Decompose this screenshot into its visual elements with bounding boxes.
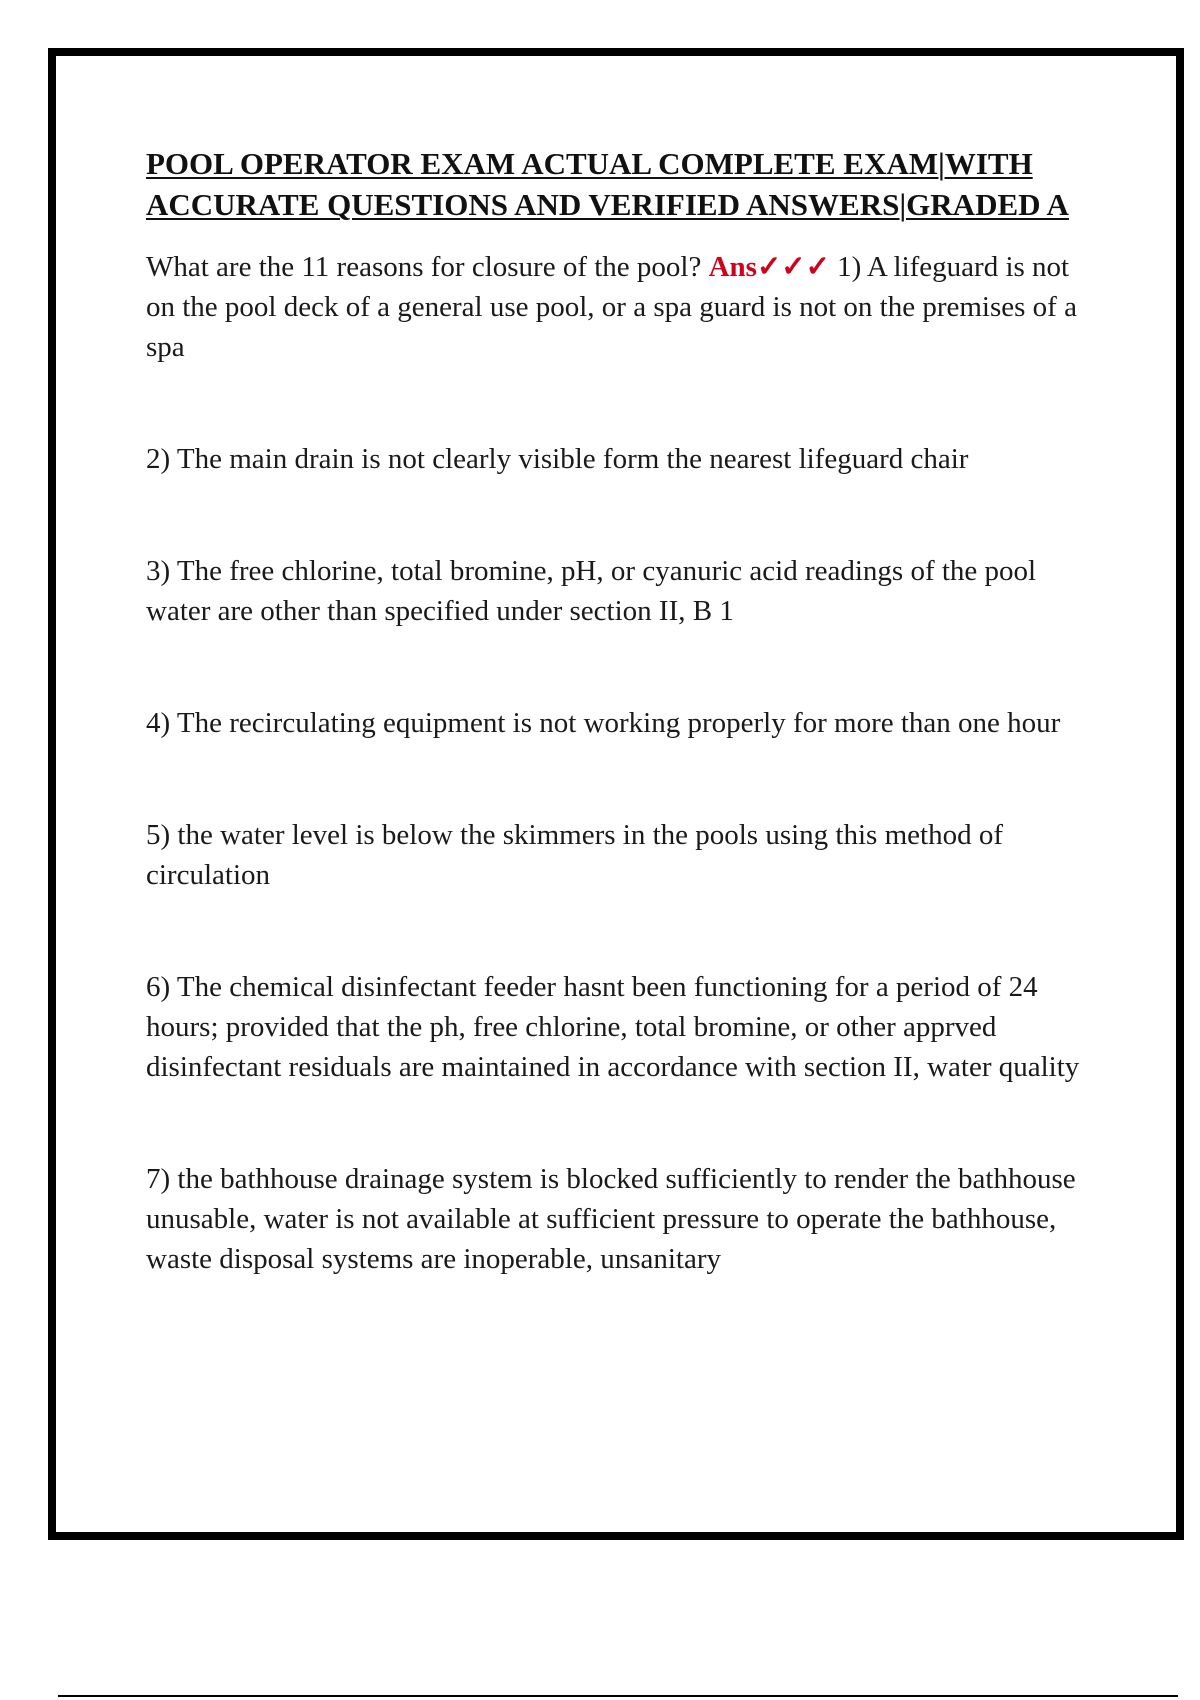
- answer-marker: Ans✓✓✓: [708, 251, 830, 283]
- reason-7: 7) the bathhouse drainage system is blocked sufficiently to render the bathhouse unusable, water is not available at sufficient pressure to operate the bathhouse, waste disposal systems are inoperable, unsanitary: [146, 1163, 1076, 1275]
- bottom-divider: [58, 1695, 1178, 1697]
- reason-3: 3) The free chlorine, total bromine, pH, or cyanuric acid readings of the pool water are other than specified under section II, B 1: [146, 555, 1037, 627]
- reason-4: 4) The recirculating equipment is not working properly for more than one hour: [146, 707, 1061, 739]
- document-title: POOL OPERATOR EXAM ACTUAL COMPLETE EXAM|WITH ACCURATE QUESTIONS AND VERIFIED ANSWERS|GRADED A: [146, 146, 1069, 222]
- question-answer-block: [146, 247, 1086, 367]
- reason-1: 1) A lifeguard is not on the pool deck of a general use pool, or a spa guard is not on the premises of a spa: [146, 251, 1077, 363]
- question-text: What are the 11 reasons for closure of the pool?: [146, 251, 702, 283]
- reason-2: 2) The main drain is not clearly visible form the nearest lifeguard chair: [146, 443, 969, 475]
- reason-5: 5) the water level is below the skimmers in the pools using this method of circulation: [146, 819, 1003, 891]
- reason-6: 6) The chemical disinfectant feeder hasnt been functioning for a period of 24 hours; provided that the ph, free chlorine, total bromine, or other apprved disinfectant residuals are maintained in accordance with section II, water quality: [146, 971, 1080, 1083]
- document-content: [146, 143, 1086, 1279]
